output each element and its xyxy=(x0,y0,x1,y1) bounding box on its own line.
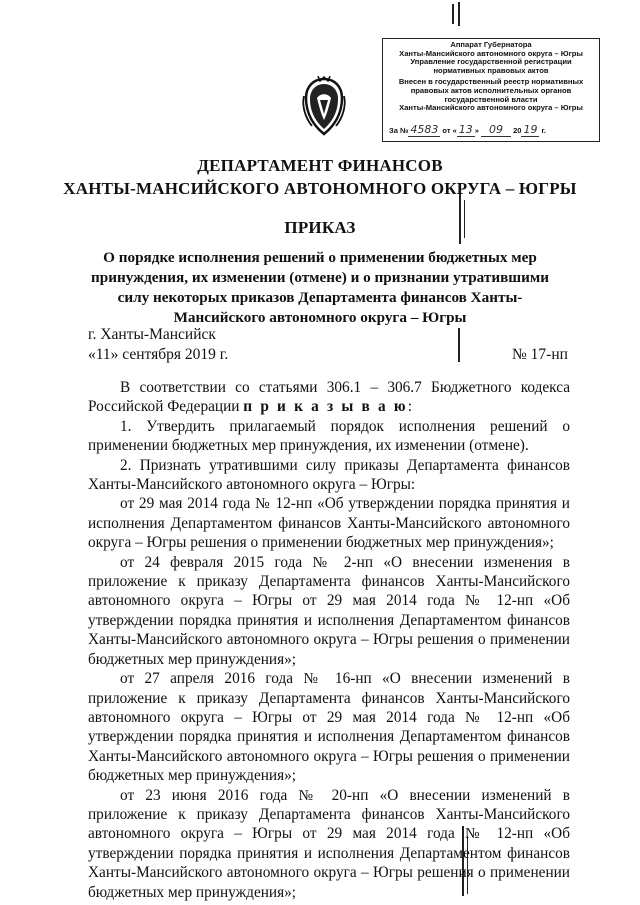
document-body xyxy=(88,378,570,902)
stamp-line: Управление государственной регистрации xyxy=(410,57,572,67)
scan-artifact xyxy=(452,4,454,24)
reg-number: 4583 xyxy=(410,123,439,137)
document-title xyxy=(60,248,580,328)
stamp-line: Ханты-Мансийского автономного округа – Югры xyxy=(399,103,583,113)
document-date: «11» сентября 2019 г. xyxy=(88,346,229,363)
title-line: принуждения, их изменении (отмене) и о признании утратившими xyxy=(91,269,549,286)
title-line: Мансийского автономного округа – Югры xyxy=(173,309,467,326)
region-name: ХАНТЫ-МАНСИЙСКОГО АВТОНОМНОГО ОКРУГА – ЮГРЫ xyxy=(63,179,577,198)
coat-of-arms-icon xyxy=(300,76,348,138)
reg-month: 09 xyxy=(481,123,511,137)
document-type: ПРИКАЗ xyxy=(284,218,356,237)
stamp-line: Внесен в государственный реестр нормативных xyxy=(398,77,584,87)
title-line: силу некоторых приказов Департамента финансов Ханты- xyxy=(117,289,523,306)
paragraph: от 23 июня 2016 года № 20-нп «О внесении изменений в приложение к приказу Департамента финансов Ханты-Мансийского автономного округа – Югры от 29 мая 2014 года № 12-нп «Об утверждении порядка принятия и исполнения Департаментом финансов Ханты-Мансийского автономного округа – Югры решения о применении бюджетных мер принуждения»; xyxy=(88,786,570,901)
reg-prefix: За № xyxy=(389,126,409,136)
scan-artifact xyxy=(458,328,460,362)
scan-artifact xyxy=(458,2,460,26)
paragraph: 2. Признать утратившими силу приказы Департамента финансов Ханты-Мансийского автономного округа – Югры: xyxy=(88,456,570,494)
document-place: г. Ханты-Мансийск xyxy=(88,326,216,343)
order-word: п р и к а з ы в а ю xyxy=(243,398,408,416)
paragraph: 1. Утвердить прилагаемый порядок исполнения решений о применении бюджетных мер принуждения, их изменении (отмене). xyxy=(88,417,570,455)
department-name: ДЕПАРТАМЕНТ ФИНАНСОВ xyxy=(197,156,443,175)
intro-paragraph xyxy=(88,378,570,417)
stamp-registration-line xyxy=(389,123,593,137)
reg-suffix: г. xyxy=(541,126,547,136)
reg-from: от « xyxy=(442,126,457,136)
stamp-line: государственной власти xyxy=(444,94,538,104)
reg-mid: » xyxy=(474,126,479,136)
stamp-line: Ханты-Мансийского автономного округа – Югры xyxy=(399,48,583,58)
reg-day: 13 xyxy=(458,123,473,137)
paragraph: от 24 февраля 2015 года № 2-нп «О внесении изменения в приложение к приказу Департамента финансов Ханты-Мансийского автономного округа – Югры от 29 мая 2014 года № 12-нп «Об утверждении порядка принятия и исполнения Департаментом финансов Ханты-Мансийского автономного округа – Югры решения о применении бюджетных мер принуждения»; xyxy=(88,553,570,668)
registration-stamp xyxy=(382,38,600,142)
stamp-line: правовых актов исполнительных органов xyxy=(410,85,572,95)
document-number: № 17-нп xyxy=(512,346,568,363)
paragraph: от 27 апреля 2016 года № 16-нп «О внесении изменений в приложение к приказу Департамента финансов Ханты-Мансийского автономного округа – Югры от 29 мая 2014 года № 12-нп «Об утверждении порядка принятия и исполнения Департаментом финансов Ханты-Мансийского автономного округа – Югры решения о применении бюджетных мер принуждения»; xyxy=(88,670,570,785)
stamp-line: нормативных правовых актов xyxy=(433,65,549,75)
reg-year: 19 xyxy=(523,123,538,137)
reg-year-prefix: 20 xyxy=(513,126,522,136)
title-line: О порядке исполнения решений о применении бюджетных мер xyxy=(103,249,537,266)
paragraph: от 29 мая 2014 года № 12-нп «Об утверждении порядка принятия и исполнения Департаментом финансов Ханты-Мансийского автономного округа – Югры решения о применении бюджетных мер принуждения»; xyxy=(88,495,570,552)
order-colon: : xyxy=(407,398,413,416)
intro-text: В соответствии со статьями 306.1 – 306.7 Бюджетного кодекса Российской Федерации xyxy=(88,379,570,416)
stamp-line: Аппарат Губернатора xyxy=(450,40,532,49)
